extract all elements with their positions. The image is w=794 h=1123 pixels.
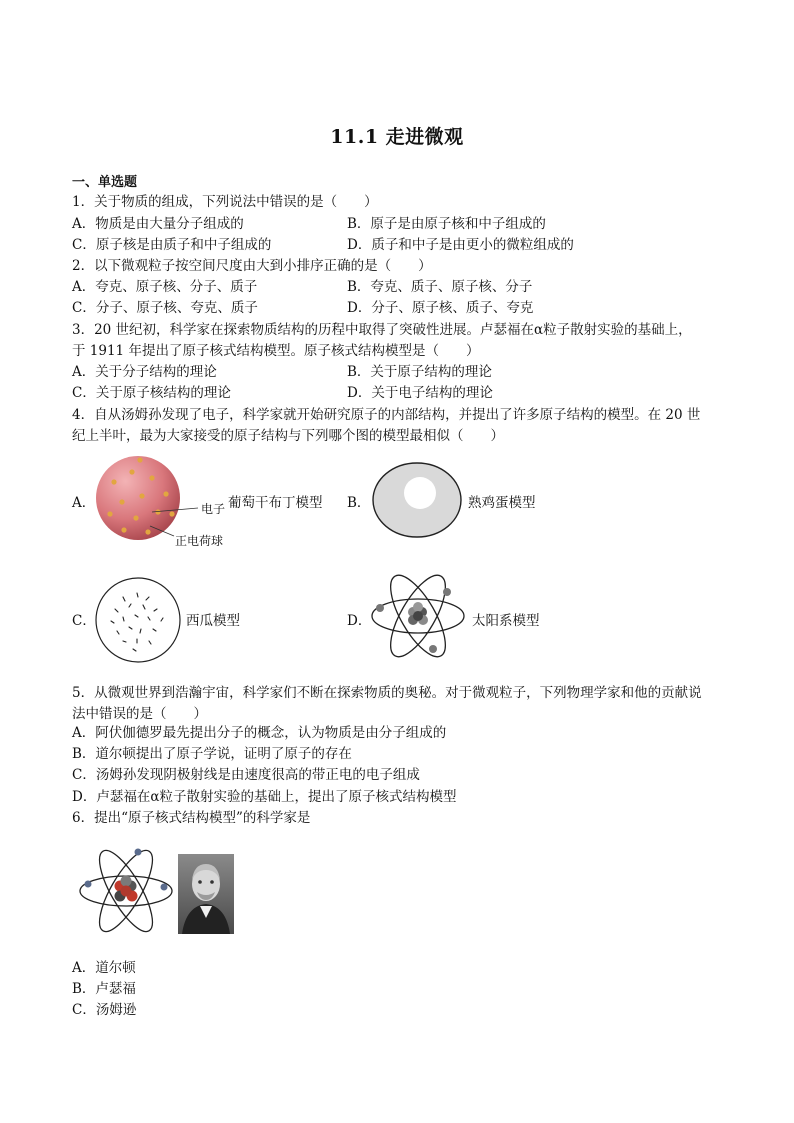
q5-option-d[interactable]: D．卢瑟福在α粒子散射实验的基础上，提出了原子核式结构模型 [72,789,457,805]
egg-yolk [404,477,436,509]
q1-option-c[interactable]: C．原子核是由质子和中子组成的 [72,237,272,253]
watermelon-figure[interactable] [93,575,183,665]
question-5-stem-line-1: 5．从微观世界到浩瀚宇宙，科学家们不断在探索物质的奥秘。对于微观粒子，下列物理学家和他的贡献说 [72,685,702,701]
question-1-stem: 1．关于物质的组成，下列说法中错误的是（ ） [72,194,378,210]
section-heading: 一、单选题 [72,175,138,190]
q6-option-b[interactable]: B．卢瑟福 [72,981,136,997]
q4-caption-d: 太阳系模型 [472,613,540,629]
question-3-stem-line-1: 3．20 世纪初，科学家在探索物质结构的历程中取得了突破性进展。卢瑟福在α粒子散射实验的基础上， [72,322,692,338]
page-title: 11.1 走进微观 [330,126,464,148]
watermelon-circle [96,578,180,662]
positive-charge-sphere [96,456,180,540]
q6-option-a[interactable]: A．道尔顿 [72,960,136,976]
cooked-egg-figure[interactable] [370,460,465,540]
positive-sphere-label: 正电荷球 [175,534,224,548]
q3-option-a[interactable]: A．关于分子结构的理论 [72,364,217,380]
q4-option-c-letter[interactable]: C． [72,613,96,629]
q2-option-b[interactable]: B．夸克、质子、原子核、分子 [347,279,533,295]
q2-option-a[interactable]: A．夸克、原子核、分子、质子 [72,279,258,295]
question-5-stem-line-2: 法中错误的是（ ） [72,706,207,722]
question-3-stem-line-2: 于 1911 年提出了原子核式结构模型。原子核式结构模型是（ ） [72,343,480,359]
electron-label: 电子 [201,502,226,516]
q4-caption-b: 熟鸡蛋模型 [468,495,536,511]
q2-option-c[interactable]: C．分子、原子核、夸克、质子 [72,300,258,316]
q3-option-d[interactable]: D．关于电子结构的理论 [347,385,493,401]
q5-option-c[interactable]: C．汤姆孙发现阴极射线是由速度很高的带正电的电子组成 [72,767,420,783]
q6-option-c[interactable]: C．汤姆逊 [72,1002,137,1018]
q4-caption-c: 西瓜模型 [186,613,240,629]
q1-option-a[interactable]: A．物质是由大量分子组成的 [72,216,244,232]
q4-caption-a: 葡萄干布丁模型 [228,495,323,511]
q3-option-b[interactable]: B．关于原子结构的理论 [347,364,492,380]
q2-option-d[interactable]: D．分子、原子核、质子、夸克 [347,300,534,316]
scientist-portrait [178,854,234,934]
question-4-stem-line-2: 纪上半叶，最为大家接受的原子结构与下列哪个图的模型最相似（ ） [72,428,504,444]
solar-system-figure[interactable] [368,563,468,669]
question-6-stem: 6．提出“原子核式结构模型”的科学家是 [72,810,311,826]
q1-option-d[interactable]: D．质子和中子是由更小的微粒组成的 [347,237,574,253]
atom-model-figure [76,838,176,944]
question-4-stem-line-1: 4．自从汤姆孙发现了电子，科学家就开始研究原子的内部结构，并提出了许多原子结构的模型。在 20 世 [72,407,701,423]
q1-option-b[interactable]: B．原子是由原子核和中子组成的 [347,216,546,232]
nucleus [408,602,428,625]
question-2-stem: 2．以下微观粒子按空间尺度由大到小排序正确的是（ ） [72,258,432,274]
q5-option-b[interactable]: B．道尔顿提出了原子学说，证明了原子的存在 [72,746,352,762]
nucleus-colored [115,876,138,902]
q4-option-d-letter[interactable]: D． [347,613,372,629]
q3-option-c[interactable]: C．关于原子核结构的理论 [72,385,231,401]
q5-option-a[interactable]: A．阿伏伽德罗最先提出分子的概念，认为物质是由分子组成的 [72,725,447,741]
q4-option-b-letter[interactable]: B． [347,495,371,511]
q4-option-a-letter[interactable]: A． [72,495,96,511]
